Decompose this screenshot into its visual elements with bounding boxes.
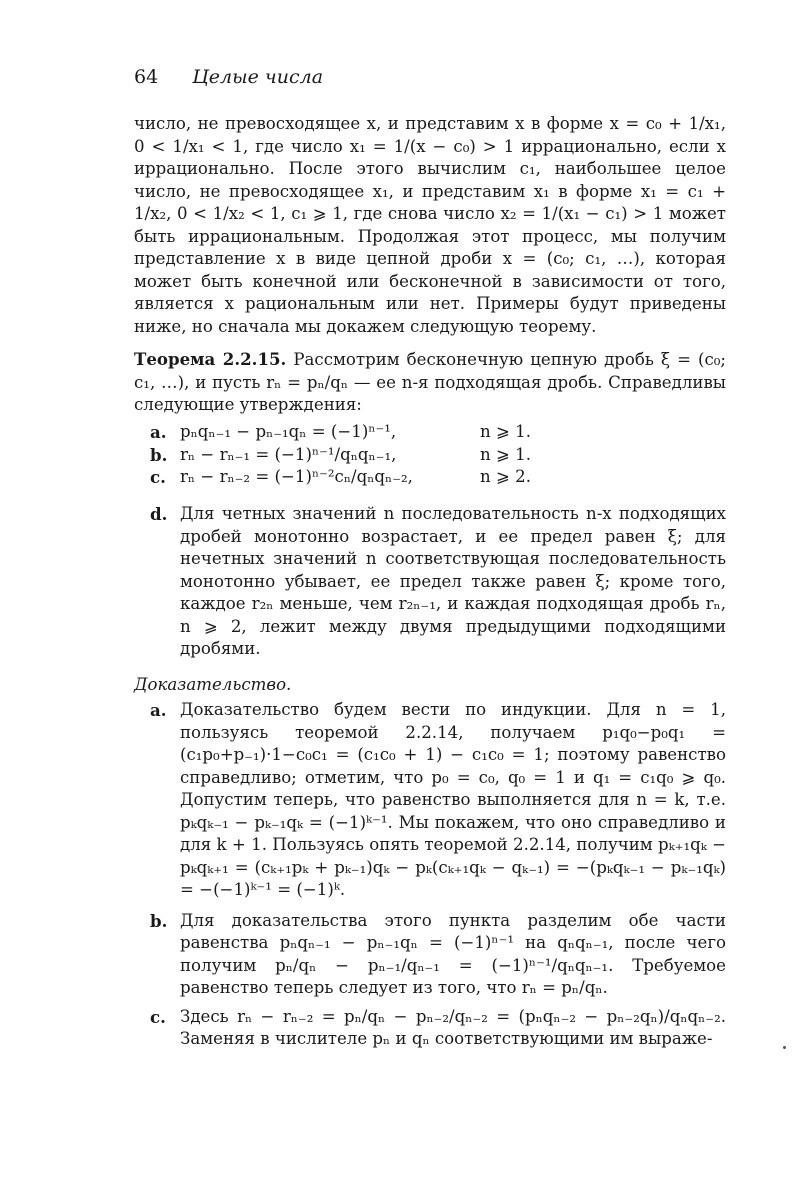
item-text: Для доказательства этого пункта разделим обе части равенства pₙqₙ₋₁ − pₙ₋₁qₙ = (−1)ⁿ⁻¹ на qₙqₙ₋₁, после чего получим pₙ/qₙ − pₙ₋₁/qₙ₋₁ = (−1)ⁿ⁻¹/qₙqₙ₋₁. Требуемое равенство теперь следует из того, что rₙ = pₙ/qₙ. xyxy=(180,910,726,997)
item-text: Для четных значений n последовательность n-х подходящих дробей монотонно возрастает, и ее предел равен ξ; для нечетных значений n соответствующая последовательность монотонно убывает, ее предел также равен ξ; кроме того, каждое r₂ₙ меньше, чем r₂ₙ₋₁, и каждая подходящая дробь rₙ, n ⩾ 2, лежит между двумя предыдущими подходящими дробями. xyxy=(180,504,726,658)
theorem-item-a xyxy=(150,421,726,444)
theorem-item-d-block xyxy=(150,503,726,661)
item-formula: rₙ − rₙ₋₁ = (−1)ⁿ⁻¹/qₙqₙ₋₁, xyxy=(180,444,397,464)
scan-speck xyxy=(783,1046,786,1049)
proof-item-c xyxy=(150,1006,726,1051)
page-number: 64 xyxy=(134,66,159,88)
item-formula: rₙ − rₙ₋₂ = (−1)ⁿ⁻²cₙ/qₙqₙ₋₂, xyxy=(180,467,413,486)
page-header xyxy=(134,66,323,88)
item-text: Здесь rₙ − rₙ₋₂ = pₙ/qₙ − pₙ₋₂/qₙ₋₂ = (pₙqₙ₋₂ − pₙ₋₂qₙ)/qₙqₙ₋₂. Заменяя в числителе pₙ и qₙ соответствующими им выраже- xyxy=(180,1006,726,1048)
item-label: a. xyxy=(150,422,167,442)
item-label: d. xyxy=(150,504,168,524)
item-condition: n ⩾ 1. xyxy=(480,444,531,464)
theorem-heading: Теорема 2.2.15. xyxy=(134,349,287,369)
proof-list xyxy=(150,699,726,1051)
theorem-formula-list xyxy=(150,421,726,489)
theorem-item-c xyxy=(150,466,726,489)
item-label: b. xyxy=(150,910,168,931)
theorem-text: Рассмотрим бесконечную цепную дробь ξ = (c₀; c₁, …), и пусть rₙ = pₙ/qₙ — ее n-я подходящая дробь. Справедливы следующие утверждения: xyxy=(134,350,727,414)
intro-paragraph: число, не превосходящее x, и представим x в форме x = c₀ + 1/x₁, 0 < 1/x₁ < 1, где число x₁ = 1/(x − c₀) > 1 иррационально, если x иррационально. После этого вычислим c₁, наибольшее целое число, не превосходящее x₁, и представим x₁ в форме x₁ = c₁ + 1/x₂, 0 < 1/x₂ < 1, c₁ ⩾ 1, где снова число x₂ = 1/(x₁ − c₁) > 1 может быть иррациональным. Продолжая этот процесс, мы получим представление x в виде цепной дроби x = (c₀; c₁, …), которая может быть конечной или бесконечной в зависимости от того, является x рациональным или нет. Примеры будут приведены ниже, но сначала мы докажем следующую теорему. xyxy=(134,114,726,336)
proof-item-a xyxy=(150,699,726,902)
theorem-statement xyxy=(134,348,726,417)
item-label: b. xyxy=(150,444,168,465)
item-formula: pₙqₙ₋₁ − pₙ₋₁qₙ = (−1)ⁿ⁻¹, xyxy=(180,422,397,441)
item-label: c. xyxy=(150,467,166,487)
proof-heading: Доказательство. xyxy=(134,675,292,694)
theorem-item-d xyxy=(150,503,726,661)
item-label: a. xyxy=(150,700,167,720)
theorem-item-b xyxy=(150,444,726,467)
item-label: c. xyxy=(150,1006,166,1027)
proof-item-b xyxy=(150,910,726,1000)
item-condition: n ⩾ 1. xyxy=(480,422,531,441)
item-condition: n ⩾ 2. xyxy=(480,467,531,486)
running-title: Целые числа xyxy=(192,66,324,88)
item-text: Доказательство будем вести по индукции. Для n = 1, пользуясь теоремой 2.2.14, получаем p₁q₀−p₀q₁ = (c₁p₀+p₋₁)·1−c₀c₁ = (c₁c₀ + 1) − c₁c₀ = 1; поэтому равенство справедливо; отметим, что p₀ = c₀, q₀ = 1 и q₁ = c₁q₀ ⩾ q₀. Допустим теперь, что равенство выполняется для n = k, т.е. pₖqₖ₋₁ − pₖ₋₁qₖ = (−1)ᵏ⁻¹. Мы покажем, что оно справедливо и для k + 1. Пользуясь опять теоремой 2.2.14, получим pₖ₊₁qₖ − pₖqₖ₊₁ = (cₖ₊₁pₖ + pₖ₋₁)qₖ − pₖ(cₖ₊₁qₖ − qₖ₋₁) = −(pₖqₖ₋₁ − pₖ₋₁qₖ) = −(−1)ᵏ⁻¹ = (−1)ᵏ. xyxy=(180,700,726,899)
